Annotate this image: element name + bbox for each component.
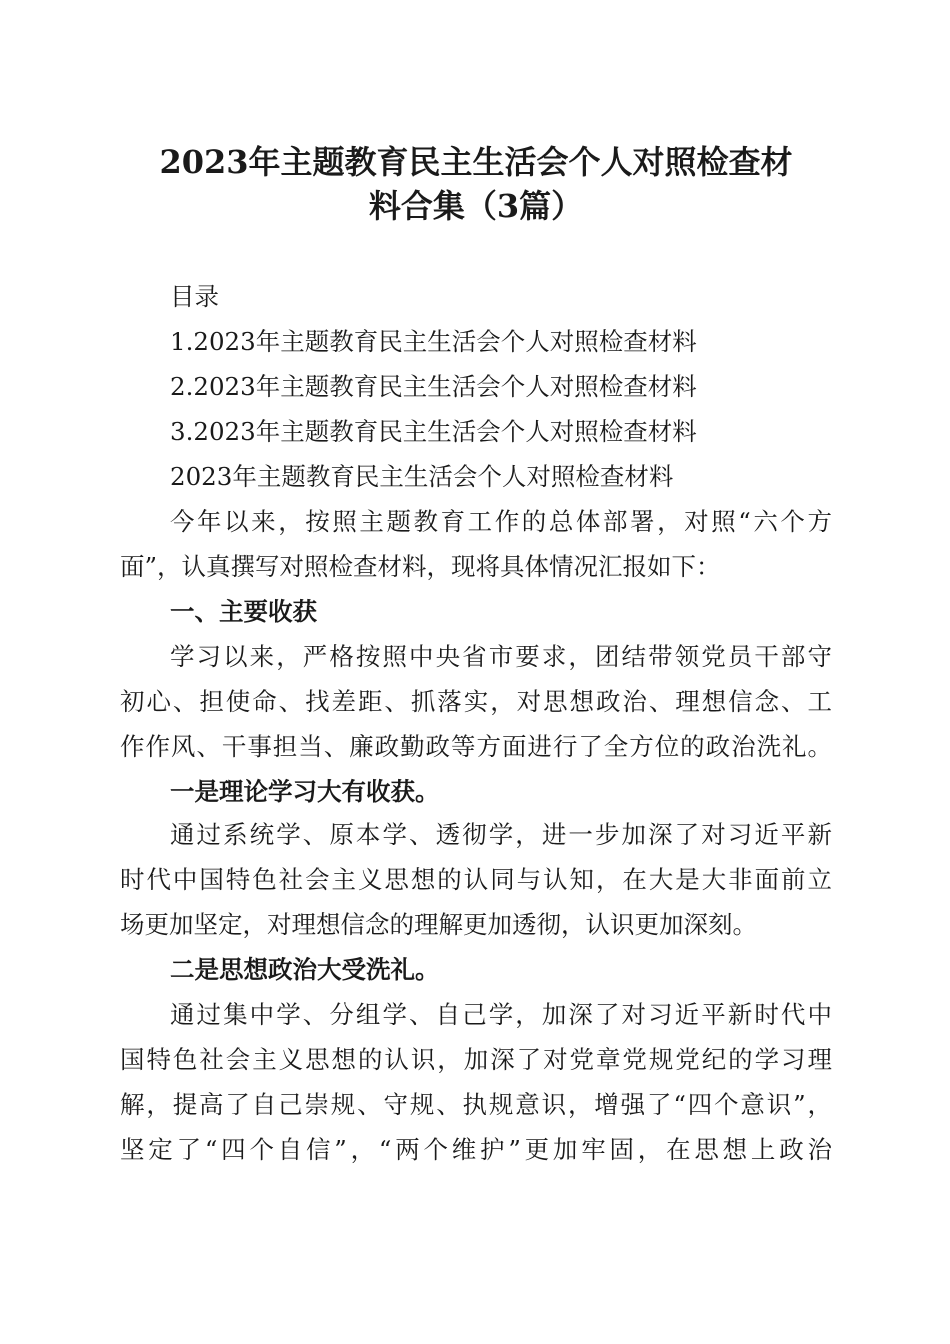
intro-line-1: 今年以来，按照主题教育工作的总体部署，对照“六个方 — [170, 507, 832, 536]
subheading-theory-study: 一是理论学习大有收获。 — [170, 777, 440, 806]
para3-line-3: 解，提高了自己崇规、守规、执规意识，增强了“四个意识”， — [120, 1090, 832, 1119]
document-title-line-2: 料合集（3篇） — [368, 187, 584, 225]
para3-line-2: 国特色社会主义思想的认识，加深了对党章党规党纪的学习理 — [120, 1045, 832, 1074]
intro-line-2: 面”，认真撰写对照检查材料，现将具体情况汇报如下： — [120, 552, 721, 581]
para2-line-3: 场更加坚定，对理想信念的理解更加透彻，认识更加深刻。 — [120, 910, 757, 939]
toc-label: 目录 — [170, 282, 219, 311]
para2-line-1: 通过系统学、原本学、透彻学，进一步加深了对习近平新 — [170, 820, 832, 849]
para1-line-1: 学习以来，严格按照中央省市要求，团结带领党员干部守 — [170, 642, 832, 671]
para2-line-2: 时代中国特色社会主义思想的认同与认知，在大是大非面前立 — [120, 865, 832, 894]
toc-item-2: 2.2023年主题教育民主生活会个人对照检查材料 — [170, 372, 697, 401]
para1-line-3: 作作风、干事担当、廉政勤政等方面进行了全方位的政治洗礼。 — [120, 732, 832, 761]
toc-item-3: 3.2023年主题教育民主生活会个人对照检查材料 — [170, 417, 697, 446]
section-heading-main-gains: 一、主要收获 — [170, 597, 317, 626]
document-title-line-1: 2023年主题教育民主生活会个人对照检查材 — [159, 143, 793, 181]
para3-line-4: 坚定了“四个自信”，“两个维护”更加牢固，在思想上政治 — [120, 1135, 832, 1164]
para1-line-2: 初心、担使命、找差距、抓落实，对思想政治、理想信念、工 — [120, 687, 832, 716]
subheading-political-thought: 二是思想政治大受洗礼。 — [170, 955, 440, 984]
article-title: 2023年主题教育民主生活会个人对照检查材料 — [170, 462, 674, 491]
toc-item-1: 1.2023年主题教育民主生活会个人对照检查材料 — [170, 327, 697, 356]
para3-line-1: 通过集中学、分组学、自己学，加深了对习近平新时代中 — [170, 1000, 832, 1029]
